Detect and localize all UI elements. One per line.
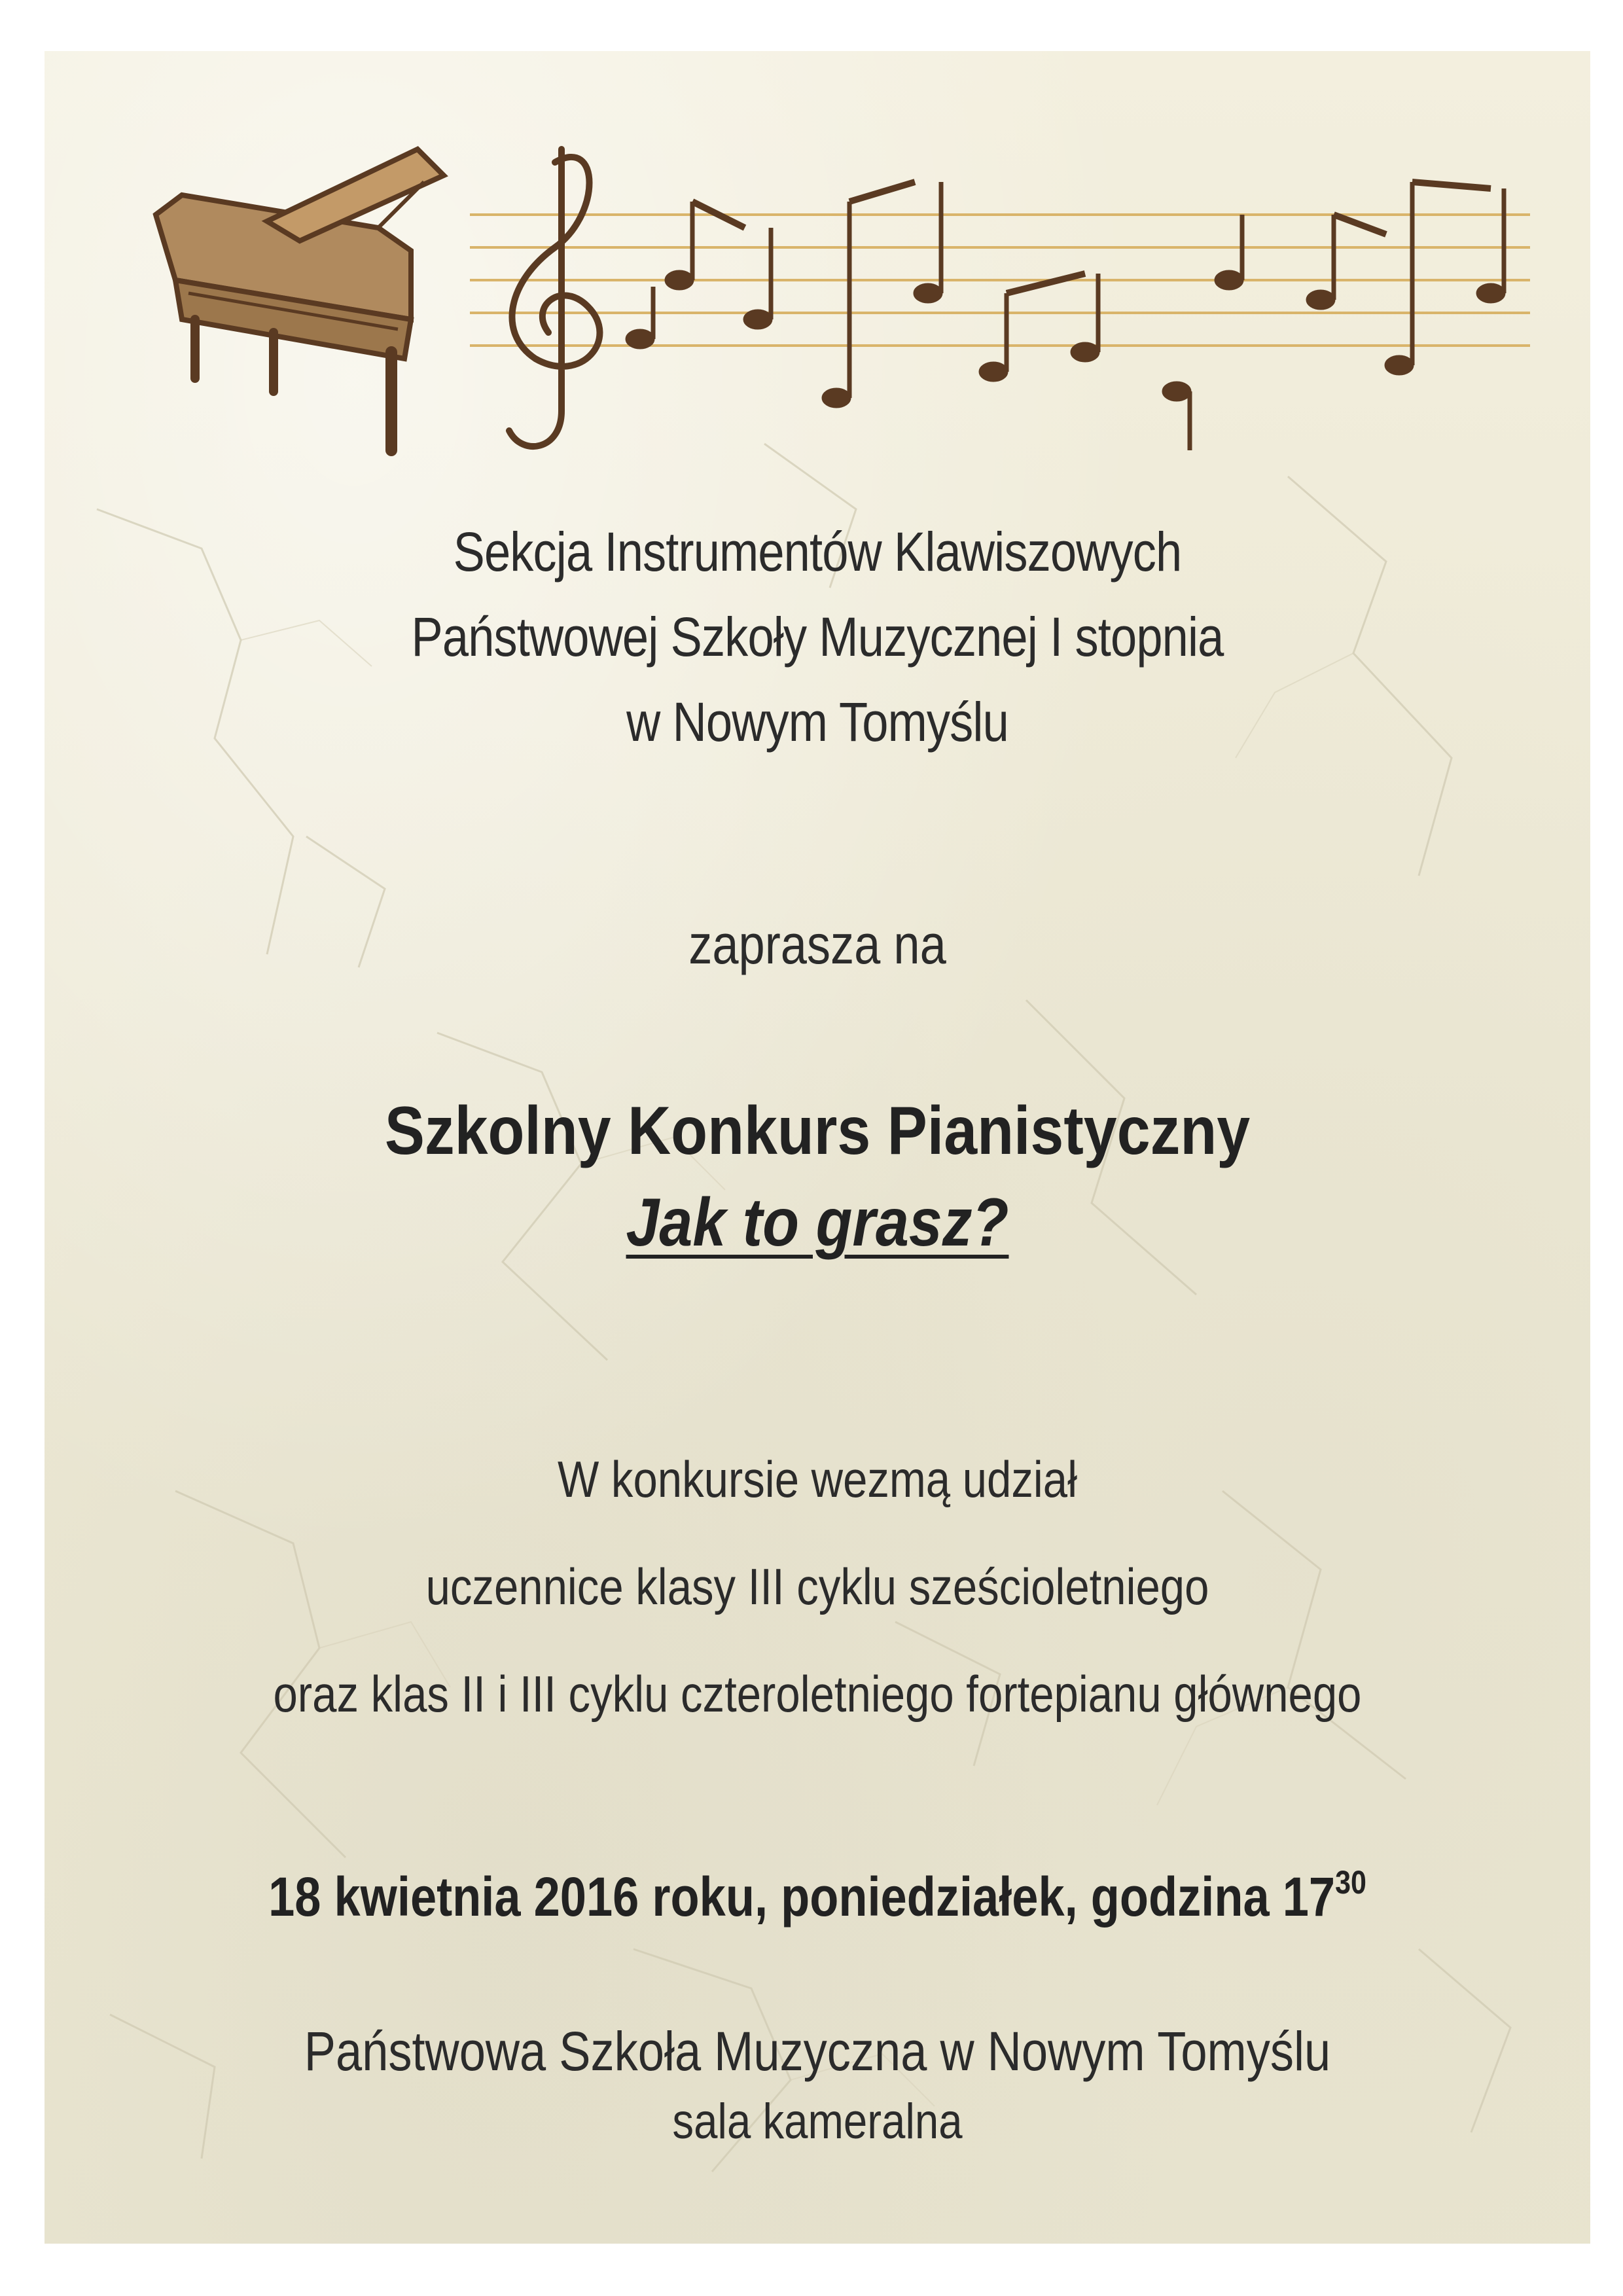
treble-clef-icon <box>509 149 599 446</box>
organizer-line-1: Sekcja Instrumentów Klawiszowych <box>453 521 1182 583</box>
event-time-minutes: 30 <box>1335 1864 1366 1901</box>
venue-room: sala kameralna <box>672 2094 963 2149</box>
organizer-line-3: w Nowym Tomyślu <box>626 691 1008 753</box>
participants-line-2: uczennice klasy III cyklu sześcioletniego <box>425 1558 1209 1615</box>
participants-line-3: oraz klas II i III cyklu czteroletniego fortepianu głównego <box>273 1665 1362 1723</box>
organizer-line-2: Państwowej Szkoły Muzycznej I stopnia <box>411 606 1224 668</box>
event-block <box>45 1085 1590 1268</box>
event-subtitle: Jak to grasz? <box>626 1185 1009 1261</box>
event-title: Szkolny Konkurs Pianistyczny <box>384 1093 1251 1169</box>
music-staff <box>470 215 1530 346</box>
music-notes-icon <box>626 182 1505 450</box>
piano-icon <box>156 149 444 450</box>
invite-text: zaprasza na <box>688 914 946 975</box>
invite-block <box>45 908 1590 980</box>
organizer-block <box>45 509 1590 764</box>
participants-line-1: W konkursie wezmą udział <box>557 1450 1078 1508</box>
poster <box>45 51 1590 2244</box>
event-date-text: 18 kwietnia 2016 roku, poniedziałek, godzina 17 <box>268 1866 1336 1928</box>
participants-block <box>45 1426 1590 1748</box>
piano-and-notes-illustration <box>103 84 1563 490</box>
event-date <box>152 1857 1482 1936</box>
venue-block <box>45 2015 1590 2156</box>
venue-name: Państwowa Szkoła Muzyczna w Nowym Tomyślu <box>304 2020 1331 2082</box>
schedule-block <box>45 1857 1590 1936</box>
